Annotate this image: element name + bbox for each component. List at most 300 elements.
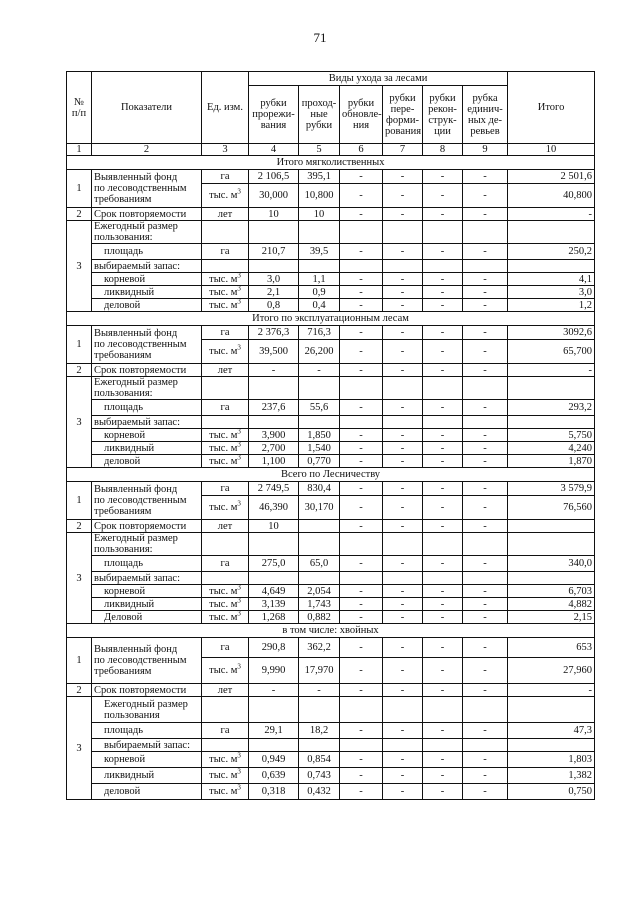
unit-cell [202,768,249,784]
value-cell: - [340,340,383,364]
unit-text: га [220,642,230,653]
col-number: 2 [92,144,202,156]
empty-cell [423,221,463,244]
unit-text: тыс. м [209,190,238,201]
empty-cell [340,697,383,723]
period-label: Срок повторяемости [92,208,202,221]
value-cell: - [463,752,508,768]
unit-text: тыс. м [209,665,238,676]
value-cell: - [463,520,508,533]
value-cell: - [463,286,508,299]
value-cell: 10,800 [299,184,340,208]
unit-cell [202,416,249,429]
empty-cell [299,572,340,585]
unit-text: га [220,483,230,494]
value-cell: - [340,482,383,496]
table-row [67,556,595,572]
fund-label [92,638,202,684]
value-cell: - [423,638,463,658]
unit-cell [202,638,249,658]
row-number-text: 1 [76,495,82,506]
stock-label: выбираемый запас: [92,739,202,752]
value-cell: - [340,496,383,520]
fund-label-line: требованиям [94,350,152,361]
unit-superscript: 3 [237,662,241,671]
empty-cell [423,377,463,400]
value-cell: - [383,684,423,697]
value-cell: - [383,768,423,784]
total-cell: - [508,684,595,697]
total-cell: 76,560 [508,496,595,520]
total-cell: 5,750 [508,429,595,442]
unit-superscript: 3 [237,441,241,448]
table-row [67,684,595,697]
value-cell: - [463,556,508,572]
unit-text: тыс. м [209,273,238,285]
unit-superscript: 3 [237,584,241,591]
value-cell: - [463,784,508,800]
col-number: 5 [299,144,340,156]
header-col-passage: проход-ные рубки [299,86,340,144]
total-cell: 2,15 [508,611,595,624]
unit-superscript: 3 [237,298,241,305]
value-cell: - [340,208,383,221]
value-cell: 1,100 [249,455,299,468]
table-row [67,598,595,611]
value-cell: - [463,658,508,684]
area-label: площадь [92,400,202,416]
value-cell: - [423,244,463,260]
fund-label [92,482,202,520]
empty-cell [463,572,508,585]
unit-cell [202,752,249,768]
value-cell: - [423,784,463,800]
value-cell: - [463,340,508,364]
annual-size-label [92,377,202,400]
value-cell: 1,540 [299,442,340,455]
annual-label-line: пользования [104,709,160,721]
row-number-text: 2 [76,364,82,376]
unit-cell [202,442,249,455]
value-cell: - [463,299,508,312]
empty-cell [383,221,423,244]
annual-label-line: Ежегодный размер [94,533,178,544]
empty-cell [383,377,423,400]
table-row [67,482,595,496]
value-cell: - [423,364,463,377]
unit-superscript: 3 [237,499,241,508]
empty-cell [383,697,423,723]
table-row [67,221,595,244]
col-number: 9 [463,144,508,156]
value-cell: - [340,184,383,208]
row-number-text: 2 [76,208,82,220]
row-number-text: 2 [76,520,82,532]
value-cell: - [249,364,299,377]
unit-cell [202,208,249,221]
business-label: Деловой [92,611,202,624]
value-cell: 30,170 [299,496,340,520]
total-cell: 47,3 [508,723,595,739]
empty-cell [463,533,508,556]
empty-cell [299,416,340,429]
value-cell: - [340,784,383,800]
empty-cell [463,377,508,400]
value-cell: 1,268 [249,611,299,624]
fund-label-line: требованиям [94,666,152,677]
value-cell: - [423,340,463,364]
empty-cell [463,221,508,244]
value-cell: - [423,400,463,416]
empty-cell [383,416,423,429]
value-cell: - [383,244,423,260]
empty-cell [249,260,299,273]
value-cell: 716,3 [299,326,340,340]
unit-superscript: 3 [237,610,241,617]
section-title-row [67,156,595,170]
table-row [67,784,595,800]
value-cell: - [463,442,508,455]
total-cell: 340,0 [508,556,595,572]
table-row [67,585,595,598]
liquid-label: ликвидный [92,768,202,784]
value-cell: 0,4 [299,299,340,312]
annual-label-line: пользования: [94,232,153,243]
table-row [67,520,595,533]
total-cell: 4,1 [508,273,595,286]
table-row [67,611,595,624]
unit-cell [202,482,249,496]
row-number [67,208,92,221]
unit-cell [202,520,249,533]
fund-label-line: требованиям [94,506,152,517]
header-col-reconstruction: рубки рекон-струк-ции [423,86,463,144]
section-title-row [67,624,595,638]
empty-cell [508,260,595,273]
value-cell: - [383,455,423,468]
fund-label-line: Выявленный фонд [94,172,178,183]
value-cell: 0,743 [299,768,340,784]
total-cell: 4,240 [508,442,595,455]
unit-text: тыс. м [209,754,238,765]
value-cell: 10 [299,208,340,221]
value-cell: - [383,442,423,455]
value-cell: - [423,556,463,572]
unit-text: лет [217,364,233,376]
unit-text: лет [217,520,233,532]
fund-label [92,326,202,364]
value-cell: - [463,429,508,442]
value-cell: 46,390 [249,496,299,520]
value-cell: - [463,326,508,340]
value-cell: - [340,364,383,377]
value-cell: - [340,684,383,697]
value-cell: 18,2 [299,723,340,739]
row-number [67,533,92,624]
value-cell: - [340,286,383,299]
table-row [67,260,595,273]
value-cell: 39,500 [249,340,299,364]
table-row [67,286,595,299]
root-label: корневой [92,273,202,286]
unit-superscript: 3 [237,272,241,279]
value-cell: 3,900 [249,429,299,442]
empty-cell [299,739,340,752]
col-number: 3 [202,144,249,156]
empty-cell [383,739,423,752]
unit-text: тыс. м [209,786,238,797]
value-cell: - [383,400,423,416]
unit-cell [202,496,249,520]
table-row [67,697,595,723]
col-number: 10 [508,144,595,156]
table-row [67,739,595,752]
unit-text: тыс. м [209,429,238,441]
empty-cell [383,533,423,556]
value-cell: - [423,768,463,784]
liquid-label: ликвидный [92,598,202,611]
value-cell: 0,882 [299,611,340,624]
value-cell: - [340,598,383,611]
table-row [67,533,595,556]
header-total: Итого [508,72,595,144]
section-title-row [67,468,595,482]
row-number [67,364,92,377]
unit-superscript: 3 [237,285,241,292]
empty-cell [299,221,340,244]
header-col-reforming: рубки пере-форми-рования [383,86,423,144]
period-label: Срок повторяемости [92,364,202,377]
value-cell: - [463,496,508,520]
value-cell: - [383,184,423,208]
empty-cell [463,697,508,723]
value-cell: - [340,442,383,455]
area-label: площадь [92,244,202,260]
empty-cell [383,572,423,585]
column-numbers-row [67,144,595,156]
empty-cell [423,739,463,752]
empty-cell [340,221,383,244]
empty-cell [340,416,383,429]
value-cell: - [423,482,463,496]
empty-cell [423,260,463,273]
value-cell: - [383,496,423,520]
value-cell: - [423,208,463,221]
table-row [67,244,595,260]
total-cell: 3,0 [508,286,595,299]
total-cell: 250,2 [508,244,595,260]
value-cell: - [383,429,423,442]
unit-text: тыс. м [209,299,238,311]
empty-cell [249,697,299,723]
value-cell: - [340,170,383,184]
table-row [67,273,595,286]
total-cell: 1,870 [508,455,595,468]
root-label: корневой [92,752,202,768]
root-label: корневой [92,429,202,442]
value-cell: 26,200 [299,340,340,364]
unit-cell [202,598,249,611]
row-number [67,638,92,684]
value-cell: - [249,684,299,697]
unit-cell [202,455,249,468]
value-cell: - [383,364,423,377]
unit-cell [202,221,249,244]
value-cell: 0,9 [299,286,340,299]
unit-text: га [220,725,230,736]
header-num: № п/п [67,72,92,144]
business-label: деловой [92,299,202,312]
table-row [67,377,595,400]
empty-cell [463,416,508,429]
unit-superscript: 3 [237,428,241,435]
row-number [67,326,92,364]
total-cell: 27,960 [508,658,595,684]
total-cell: 4,882 [508,598,595,611]
value-cell: - [340,752,383,768]
unit-cell [202,784,249,800]
fund-label-line: по лесоводственным [94,339,187,350]
row-number [67,520,92,533]
table-row [67,429,595,442]
value-cell: - [383,170,423,184]
table-row [67,416,595,429]
value-cell: 290,8 [249,638,299,658]
row-number [67,697,92,800]
unit-superscript: 3 [237,751,241,760]
business-label: деловой [92,455,202,468]
row-number-text: 1 [76,183,82,194]
liquid-label: ликвидный [92,286,202,299]
fund-label-line: по лесоводственным [94,655,187,666]
fund-label-line: по лесоводственным [94,495,187,506]
table-row [67,170,595,184]
value-cell: - [463,638,508,658]
value-cell: - [340,244,383,260]
value-cell: - [463,184,508,208]
value-cell: - [423,520,463,533]
fund-label-line: Выявленный фонд [94,328,178,339]
section-title-row [67,312,595,326]
unit-cell [202,739,249,752]
value-cell: - [463,585,508,598]
value-cell: 65,0 [299,556,340,572]
table-row [67,572,595,585]
value-cell: 39,5 [299,244,340,260]
value-cell: - [383,326,423,340]
value-cell: - [463,482,508,496]
annual-label-line: пользования: [94,544,153,555]
unit-cell [202,340,249,364]
area-label: площадь [92,556,202,572]
value-cell: - [423,184,463,208]
empty-cell [508,416,595,429]
value-cell: - [423,658,463,684]
value-cell: 395,1 [299,170,340,184]
empty-cell [340,377,383,400]
total-cell: 6,703 [508,585,595,598]
section-title: Итого мягколиственных [67,156,595,170]
value-cell: - [423,286,463,299]
value-cell: - [340,638,383,658]
unit-cell [202,184,249,208]
unit-cell [202,377,249,400]
period-label: Срок повторяемости [92,520,202,533]
liquid-label: ликвидный [92,442,202,455]
value-cell: 55,6 [299,400,340,416]
value-cell: - [463,400,508,416]
value-cell: 2,700 [249,442,299,455]
value-cell: - [463,208,508,221]
annual-size-label [92,533,202,556]
fund-label [92,170,202,208]
total-cell: 65,700 [508,340,595,364]
annual-label-line: Ежегодный размер [94,377,178,388]
value-cell: - [383,273,423,286]
unit-cell [202,533,249,556]
row-number-text: 3 [76,260,82,272]
annual-size-label [92,697,202,723]
stock-label: выбираемый запас: [92,572,202,585]
unit-text: тыс. м [209,286,238,298]
empty-cell [340,572,383,585]
value-cell: - [383,784,423,800]
value-cell: 17,970 [299,658,340,684]
value-cell: - [299,364,340,377]
empty-cell [249,416,299,429]
row-number [67,377,92,468]
unit-text: тыс. м [209,585,238,597]
unit-text: тыс. м [209,502,238,513]
value-cell: 0,854 [299,752,340,768]
unit-superscript: 3 [237,783,241,792]
page-number: 71 [313,30,327,45]
value-cell: 362,2 [299,638,340,658]
value-cell: - [423,326,463,340]
value-cell: - [383,723,423,739]
unit-text: тыс. м [209,346,238,357]
value-cell: - [340,723,383,739]
value-cell [299,520,340,533]
value-cell: - [423,585,463,598]
unit-text: тыс. м [209,442,238,454]
empty-cell [508,572,595,585]
row-number-text: 1 [76,339,82,350]
value-cell: 30,000 [249,184,299,208]
empty-cell [340,260,383,273]
empty-cell [299,260,340,273]
value-cell: 10 [249,520,299,533]
table-row [67,768,595,784]
value-cell: 2 376,3 [249,326,299,340]
unit-text: га [220,327,230,338]
empty-cell [249,572,299,585]
row-number-text: 2 [76,684,82,696]
value-cell: 0,949 [249,752,299,768]
value-cell: 0,432 [299,784,340,800]
value-cell: 3,0 [249,273,299,286]
empty-cell [299,377,340,400]
section-title: Всего по Лесничеству [67,468,595,482]
row-number [67,221,92,312]
unit-text: тыс. м [209,611,238,623]
header-indicators: Показатели [92,72,202,144]
unit-superscript: 3 [237,767,241,776]
empty-cell [423,533,463,556]
value-cell: 237,6 [249,400,299,416]
value-cell: - [383,598,423,611]
value-cell: - [340,299,383,312]
